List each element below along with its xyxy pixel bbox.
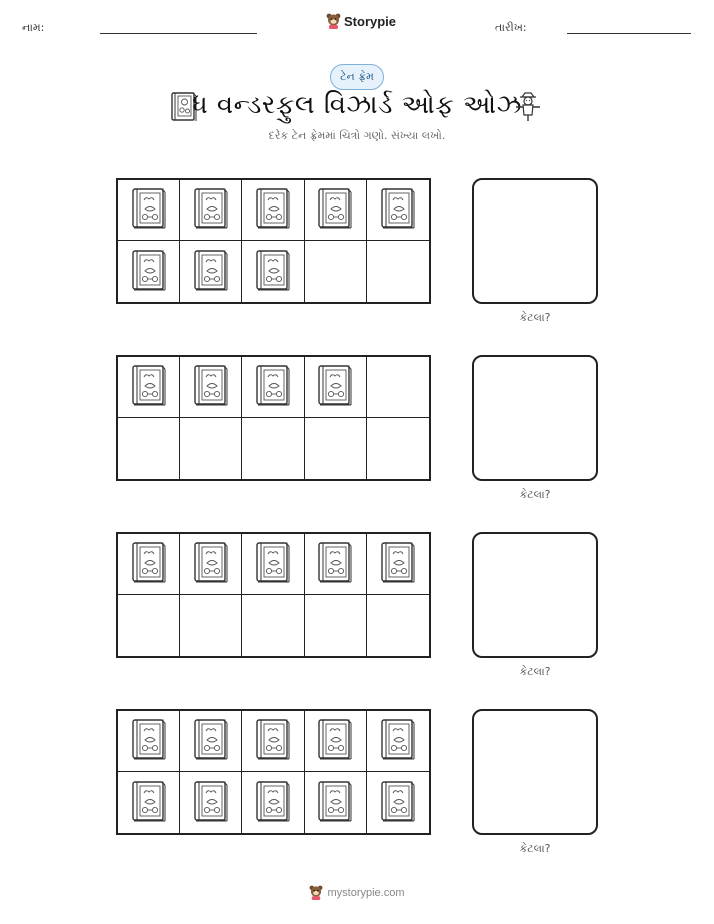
ten-frame-cell bbox=[180, 180, 242, 241]
ten-frame-cell bbox=[180, 418, 242, 479]
storybook-icon bbox=[380, 541, 416, 587]
storybook-icon bbox=[255, 249, 291, 295]
storybook-icon bbox=[317, 780, 353, 826]
ten-frame-badge: ટેન ફ્રેમ bbox=[330, 64, 384, 90]
brand-logo bbox=[326, 13, 396, 29]
storybook-icon bbox=[255, 780, 291, 826]
ten-frame-cell bbox=[305, 357, 367, 418]
name-line[interactable] bbox=[100, 33, 257, 34]
bear-mascot-icon bbox=[309, 885, 323, 900]
ten-frame-cell bbox=[180, 595, 242, 656]
name-label: નામ: bbox=[22, 21, 45, 34]
bear-mascot-icon bbox=[326, 13, 341, 29]
ten-frame-cell bbox=[118, 241, 180, 302]
ten-frame-cell bbox=[118, 595, 180, 656]
date-line[interactable] bbox=[567, 33, 691, 34]
storybook-icon bbox=[317, 718, 353, 764]
ten-frame-cell bbox=[180, 357, 242, 418]
ten-frame bbox=[116, 532, 431, 658]
ten-frame-cell bbox=[367, 418, 429, 479]
storybook-icon bbox=[131, 187, 167, 233]
ten-frame-cell bbox=[242, 418, 304, 479]
storybook-icon bbox=[131, 718, 167, 764]
how-many-label: કેટલા? bbox=[519, 488, 551, 501]
ten-frame-cell bbox=[180, 711, 242, 772]
ten-frame-cell bbox=[118, 711, 180, 772]
answer-box[interactable] bbox=[472, 355, 598, 481]
answer-box[interactable] bbox=[472, 178, 598, 304]
ten-frame-cell bbox=[118, 357, 180, 418]
storybook-icon bbox=[131, 780, 167, 826]
ten-frame-cell bbox=[180, 534, 242, 595]
storybook-icon bbox=[193, 364, 229, 410]
ten-frame-cell bbox=[242, 180, 304, 241]
ten-frame-cell bbox=[305, 534, 367, 595]
ten-frame-cell bbox=[305, 711, 367, 772]
ten-frame bbox=[116, 355, 431, 481]
storybook-icon bbox=[131, 541, 167, 587]
worksheet-title: ધ વન્ડરફુલ વિઝાર્ડ ઓફ ઓઝ bbox=[192, 90, 522, 120]
storybook-icon bbox=[255, 187, 291, 233]
ten-frame-cell bbox=[305, 180, 367, 241]
ten-frame-cell bbox=[367, 772, 429, 833]
ten-frame-cell bbox=[242, 711, 304, 772]
ten-frame-cell bbox=[242, 595, 304, 656]
storybook-icon bbox=[317, 364, 353, 410]
answer-box[interactable] bbox=[472, 709, 598, 835]
ten-frame-cell bbox=[242, 534, 304, 595]
ten-frame-cell bbox=[118, 772, 180, 833]
storybook-icon bbox=[193, 718, 229, 764]
answer-box[interactable] bbox=[472, 532, 598, 658]
storybook-icon bbox=[317, 187, 353, 233]
how-many-label: કેટલા? bbox=[519, 311, 551, 324]
ten-frame-cell bbox=[118, 180, 180, 241]
ten-frame-cell bbox=[367, 357, 429, 418]
ten-frame-cell bbox=[180, 772, 242, 833]
ten-frame-cell bbox=[367, 534, 429, 595]
storybook-icon bbox=[317, 541, 353, 587]
ten-frame-cell bbox=[367, 711, 429, 772]
ten-frame-cell bbox=[305, 595, 367, 656]
footer bbox=[0, 885, 714, 900]
ten-frame-cell bbox=[242, 357, 304, 418]
ten-frame-cell bbox=[305, 418, 367, 479]
storybook-icon bbox=[193, 187, 229, 233]
how-many-label: કેટલા? bbox=[519, 842, 551, 855]
storybook-icon bbox=[255, 541, 291, 587]
storybook-icon bbox=[193, 780, 229, 826]
ten-frame-cell bbox=[367, 595, 429, 656]
ten-frame-cell bbox=[367, 241, 429, 302]
ten-frame-cell bbox=[118, 534, 180, 595]
ten-frame bbox=[116, 178, 431, 304]
instructions: દરેક ટેન ફ્રેમમાં ચિત્રો ગણો. સંખ્યા લખો. bbox=[268, 129, 446, 142]
ten-frame-cell bbox=[305, 241, 367, 302]
storybook-icon bbox=[131, 364, 167, 410]
storybook-icon bbox=[255, 364, 291, 410]
storybook-icon bbox=[193, 249, 229, 295]
ten-frame bbox=[116, 709, 431, 835]
footer-link[interactable]: mystorypie.com bbox=[327, 886, 405, 899]
ten-frame-cell bbox=[118, 418, 180, 479]
storybook-icon bbox=[255, 718, 291, 764]
ten-frame-cell bbox=[242, 241, 304, 302]
date-label: તારીખ: bbox=[495, 21, 527, 34]
storybook-icon bbox=[380, 718, 416, 764]
ten-frame-cell bbox=[305, 772, 367, 833]
ten-frame-cell bbox=[242, 772, 304, 833]
storybook-icon bbox=[193, 541, 229, 587]
storybook-icon bbox=[380, 780, 416, 826]
ten-frame-cell bbox=[180, 241, 242, 302]
storybook-icon bbox=[380, 187, 416, 233]
ten-frame-cell bbox=[367, 180, 429, 241]
scarecrow-icon bbox=[514, 90, 542, 126]
storybook-icon bbox=[131, 249, 167, 295]
how-many-label: કેટલા? bbox=[519, 665, 551, 678]
brand-name: Storypie bbox=[344, 13, 397, 29]
